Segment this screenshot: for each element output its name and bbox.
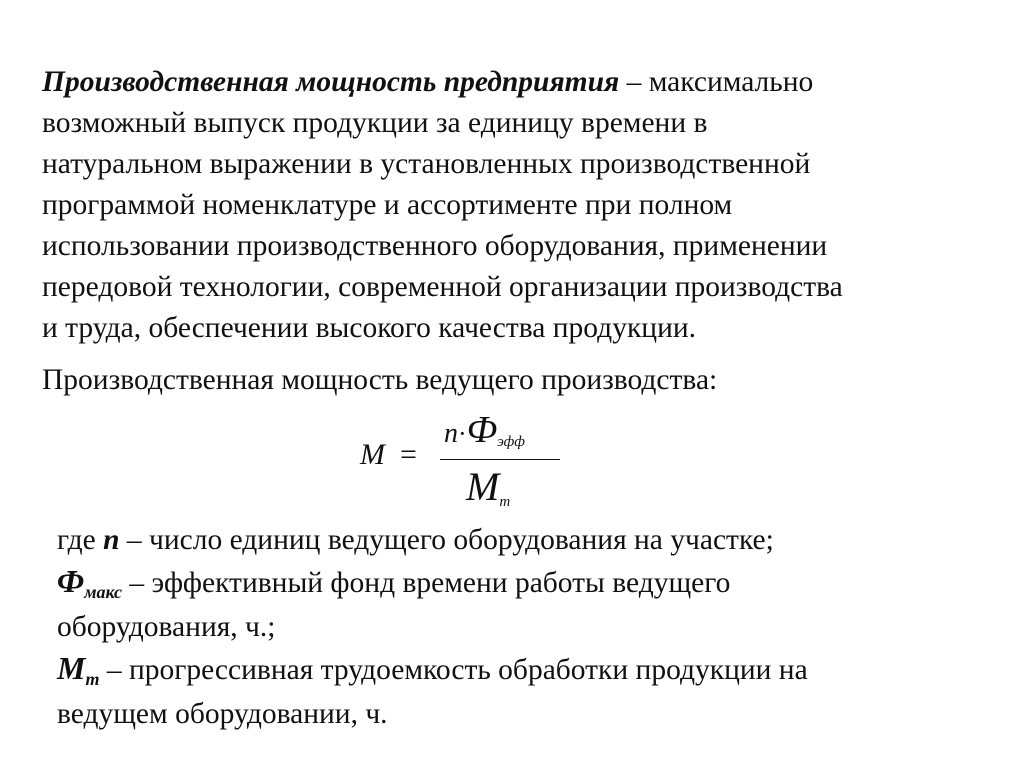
legend-line-n	[57, 520, 987, 561]
legend-subscript-m: т	[85, 669, 100, 689]
legend-text-m: – прогрессивная трудоемкость обработки продукции на	[99, 654, 808, 686]
subheading: Производственная мощность ведущего производства:	[42, 364, 718, 396]
formula-m: M	[466, 464, 500, 509]
legend-subscript-phi: макс	[84, 582, 122, 602]
formula-lhs: M	[360, 438, 385, 471]
definition-line-6: передовой технологии, современной организации производства	[42, 271, 843, 303]
definition-dash: –	[619, 66, 649, 98]
legend-text-phi: – эффективный фонд времени работы ведущего	[121, 567, 731, 599]
definition-line-3: натуральном выражении в установленных производственной	[42, 148, 811, 180]
definition-line-4: программой номенклатуре и ассортименте при полном	[42, 189, 733, 221]
legend-line-phi	[57, 561, 987, 607]
formula-m-subscript: т	[499, 494, 511, 510]
definition-line-2: возможный выпуск продукции за единицу времени в	[42, 107, 708, 139]
formula-denominator	[466, 463, 510, 510]
definition-line-1: максимально	[648, 66, 814, 98]
legend-symbol-m: М	[57, 650, 86, 686]
legend-where: где	[57, 524, 104, 556]
legend-symbol-phi: Ф	[57, 563, 85, 599]
formula-dot: ·	[458, 419, 467, 448]
formula-equals: =	[400, 438, 417, 471]
legend-line-phi-cont: оборудования, ч.;	[57, 611, 276, 643]
variable-legend	[57, 520, 987, 735]
formula-numerator	[444, 408, 525, 452]
definition-paragraph	[42, 62, 992, 349]
definition-term: Производственная мощность предприятия	[42, 66, 620, 98]
capacity-formula	[360, 408, 620, 518]
formula-phi: Ф	[466, 409, 498, 451]
legend-line-m	[57, 648, 987, 694]
definition-line-5: использовании производственного оборудования, применении	[42, 230, 828, 262]
definition-line-7: и труда, обеспечении высокого качества продукции.	[42, 312, 697, 344]
formula-n: n	[444, 418, 458, 449]
formula-phi-subscript: эфф	[497, 434, 525, 450]
formula-fraction-bar	[440, 459, 560, 460]
legend-line-m-cont: ведущем оборудовании, ч.	[57, 698, 388, 730]
legend-text-n: – число единиц ведущего оборудования на участке;	[119, 524, 774, 556]
legend-symbol-n: n	[103, 524, 120, 556]
